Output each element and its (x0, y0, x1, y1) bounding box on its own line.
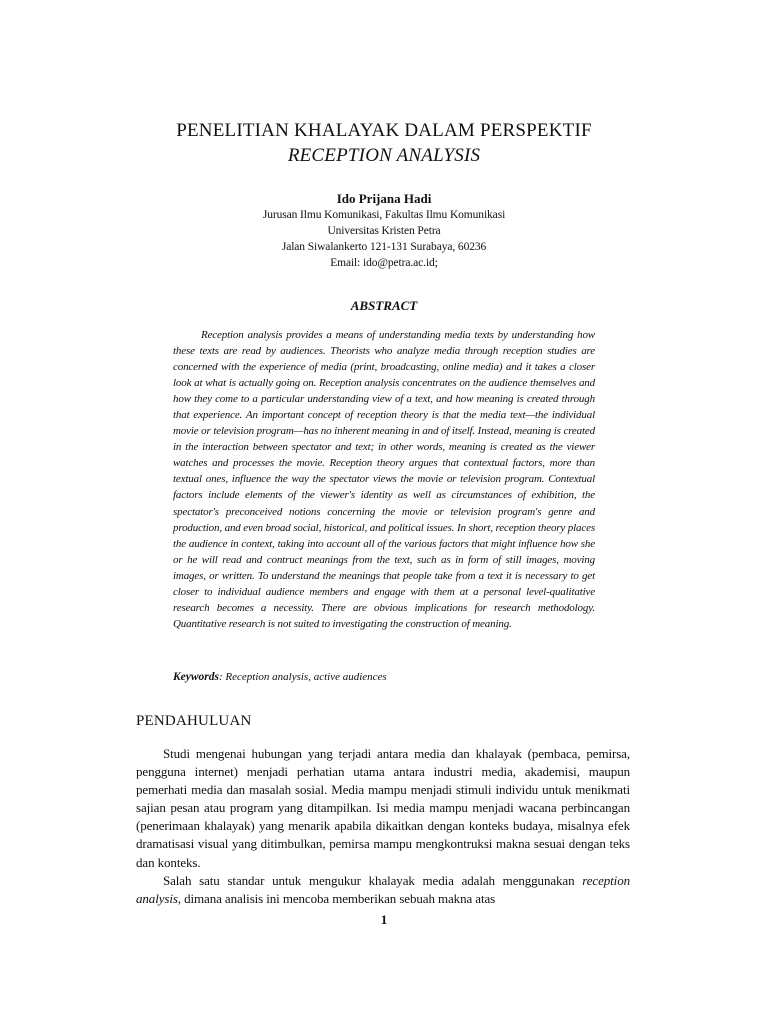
paper-title-line2: RECEPTION ANALYSIS (287, 145, 481, 166)
paragraph-2-end: , dimana analisis ini mencoba memberikan sebuah makna atas (177, 890, 496, 906)
keywords-label: Keywords (173, 671, 219, 683)
paragraph-2-start: Salah satu standar untuk mengukur khalayak media adalah menggunakan (163, 872, 583, 888)
keywords-line (173, 671, 595, 683)
affiliation-university: Universitas Kristen Petra (327, 225, 441, 237)
section-body (136, 745, 630, 908)
author-name: Ido Prijana Hadi (336, 191, 432, 206)
abstract-text: Reception analysis provides a means of understanding media texts by understanding how these texts are read by audiences. Theorists who analyze media through reception studies are concerned with the experience of media (print, broadcasting, online media) and it takes a closer look at what is actually going on. Reception analysis concentrates on the audience themselves and how they come to a particular understanding view of a text, and how meaning is created through that experience. An important concept of reception theory is that the media text—the individual movie or television program—has no inherent meaning in and of itself. Instead, meaning is created in the interaction between spectator and text; in other words, meaning is created as the viewer watches and processes the movie. Reception theory argues that contextual factors, more than textual ones, influence the way the spectator views the movie or television program. Contextual factors include elements of the viewer's identity as well as circumstances of exhibition, the spectator's preconceived notions concerning the movie or television program's genre and production, and even broad social, historical, and political issues. In short, reception theory places the audience in context, taking into account all of the various factors that might influence how she or he will read and contruct meanings from the text, such as in form of still images, moving images, or written. To understand the meanings that people take from a text it is necessary to get closer to individual audience members and engage with them at a personal level-qualitative research becomes a necessity. There are obvious implications for research methodology. Quantitative research is not suited to investigating the construction of meaning. (173, 329, 595, 630)
section-heading: PENDAHULUAN (136, 713, 252, 729)
abstract-heading: ABSTRACT (350, 298, 418, 313)
paragraph-2-italic-term: reception analysis (136, 872, 630, 906)
paper-title-line1: PENELITIAN KHALAYAK DALAM PERSPEKTIF (176, 120, 592, 141)
body-paragraph-1: Studi mengenai hubungan yang terjadi antara media dan khalayak (pembaca, pemirsa, pengguna internet) menjadi perhatian utama antara industri media, akademisi, maupun pemerhati media dan masalah sosial. Media mampu menjadi stimuli individu untuk menikmati sajian pesan atau program yang ditampilkan. Isi media mampu menjadi wacana perbincangan (penerimaan khalayak) yang menarik apabila dikaitkan dengan konteks budaya, misalnya efek dramatisasi visual yang ditimbulkan, pemirsa mampu mengkontruksi makna sesuai dengan teks dan konteks. (136, 746, 630, 870)
page-number: 1 (380, 912, 388, 927)
affiliation-email: Email: ido@petra.ac.id; (330, 257, 438, 269)
body-paragraph-2 (136, 872, 630, 908)
affiliation-address: Jalan Siwalankerto 121-131 Surabaya, 60236 (281, 241, 487, 253)
keywords-value: : Reception analysis, active audiences (219, 671, 387, 683)
affiliation-department: Jurusan Ilmu Komunikasi, Fakultas Ilmu Komunikasi (262, 209, 506, 221)
